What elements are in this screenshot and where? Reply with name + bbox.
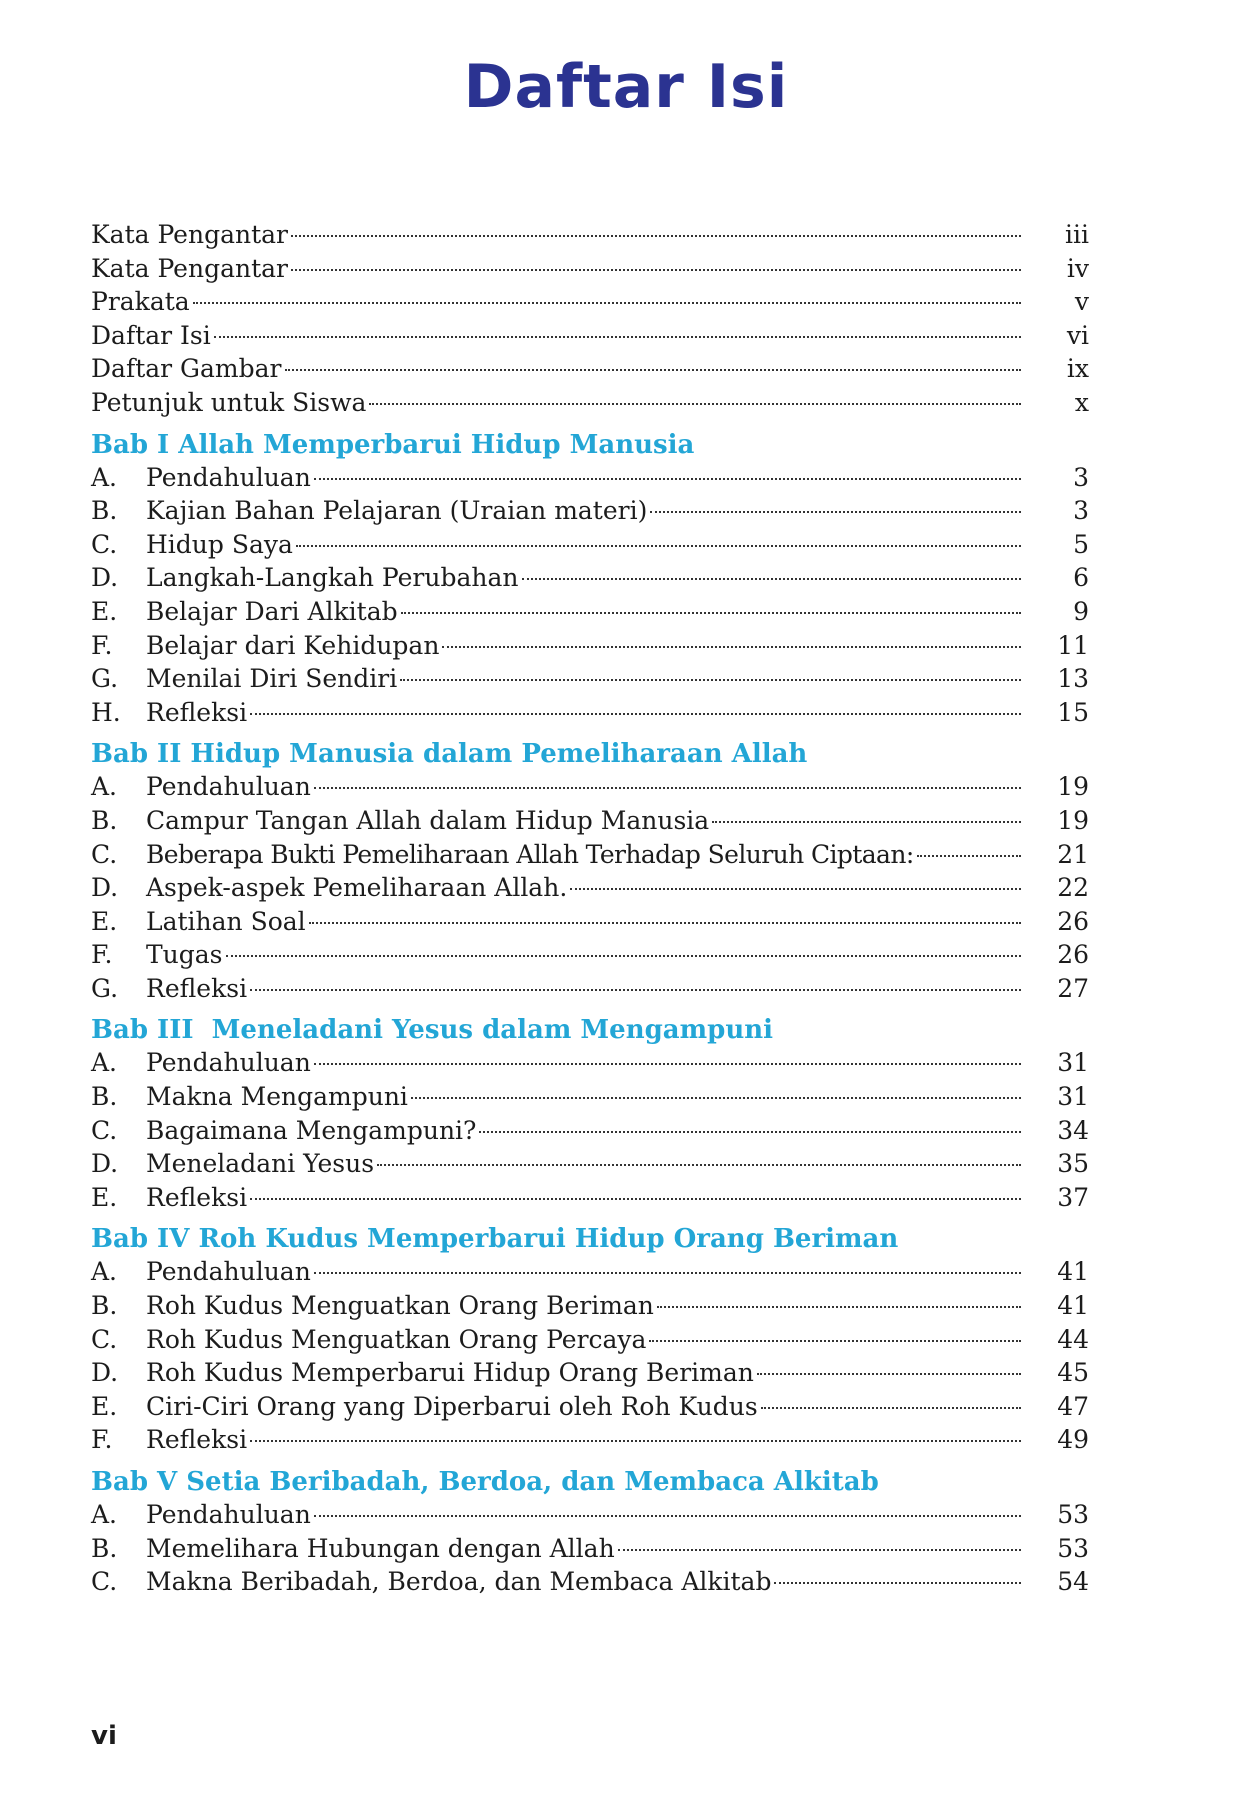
dot-leader [314,787,1021,789]
chapter-section [91,1224,1089,1457]
toc-entry-page: 44 [1057,1324,1089,1354]
chapter-heading[interactable]: Bab IV Roh Kudus Memperbarui Hidup Orang Beriman [91,1224,899,1255]
chapter-section [91,1467,1089,1599]
dot-leader [291,235,1021,237]
chapter-heading[interactable]: Bab V Setia Beribadah, Berdoa, dan Membaca Alkitab [91,1467,879,1497]
toc-entry-letter: E. [91,1182,118,1212]
dot-leader [296,545,1021,547]
toc-entry-letter: E. [91,1391,118,1421]
dot-leader [369,403,1021,405]
toc-entry-label: Bagaimana Mengampuni? [146,1115,477,1145]
toc-entry-letter: E. [91,596,118,626]
toc-entry-page: 6 [1073,563,1089,593]
toc-entry-page: 3 [1073,496,1089,526]
dot-leader [250,1440,1021,1442]
toc-entry-letter: C. [91,1115,118,1145]
toc-entry[interactable] [91,595,1089,629]
dot-leader [250,989,1021,991]
toc-entry-letter: D. [91,563,119,593]
toc-entry-page: 41 [1057,1291,1089,1321]
toc-entry-page: 21 [1057,839,1089,869]
front-matter-list [91,218,1089,420]
toc-entry-page: 11 [1057,630,1089,660]
toc-entry-page: 35 [1057,1149,1089,1179]
toc-entry[interactable] [91,1046,1089,1080]
toc-entry[interactable] [91,319,1089,353]
dot-leader [570,888,1021,890]
chapter-heading[interactable]: Bab II Hidup Manusia dalam Pemeliharaan Allah [91,739,808,770]
toc-entry-label: Campur Tangan Allah dalam Hidup Manusia [146,805,710,835]
page-number: vi [91,1721,117,1751]
toc-entry-page: 37 [1057,1182,1089,1212]
toc-entry-label: Belajar dari Kehidupan [146,630,440,660]
toc-entry[interactable] [91,1181,1089,1215]
toc-entry-label: Pendahuluan [146,1048,311,1078]
toc-entry[interactable] [91,770,1089,804]
toc-entry-letter: A. [91,462,118,492]
toc-entry-label: Roh Kudus Memperbarui Hidup Orang Beriman [146,1358,754,1388]
toc-entry-letter: F. [91,940,113,970]
toc-entry-label: Refleksi [146,973,248,1003]
toc-entry-label: Pendahuluan [146,1500,311,1529]
toc-entry[interactable] [91,1080,1089,1114]
toc-entry-page: 41 [1057,1257,1089,1287]
toc-entry-letter: F. [91,1425,113,1455]
toc-entry-label: Daftar Isi [91,320,211,350]
toc-entry-page: vi [1066,320,1089,350]
toc-entry[interactable] [91,386,1089,420]
toc-entry-label: Ciri-Ciri Orang yang Diperbarui oleh Roh Kudus [146,1391,758,1421]
toc-entry-page: 19 [1057,772,1089,802]
toc-entry-letter: G. [91,973,119,1003]
toc-entry[interactable] [91,1255,1089,1289]
toc-entry[interactable] [91,352,1089,386]
toc-entry-letter: C. [91,1567,118,1597]
toc-entry[interactable] [91,1147,1089,1181]
dot-leader [401,612,1021,614]
dot-leader [522,578,1022,580]
toc-entry-label: Prakata [91,287,190,317]
toc-entry-label: Pendahuluan [146,462,311,492]
dot-leader [314,1272,1021,1274]
toc-entry-page: 3 [1073,462,1089,492]
toc-entry-label: Makna Beribadah, Berdoa, dan Membaca Alkitab [146,1567,772,1597]
toc-entry-label: Pendahuluan [146,1257,311,1287]
toc-entry-label: Petunjuk untuk Siswa [91,387,367,417]
toc-entry-letter: C. [91,839,118,869]
toc-entry-page: 31 [1057,1048,1089,1078]
dot-leader [314,1063,1021,1065]
toc-entry-page: 15 [1057,697,1089,727]
toc-entry[interactable] [91,1498,1089,1532]
toc-entry-page: 27 [1057,973,1089,1003]
toc-entry-letter: D. [91,1358,119,1388]
dot-leader [442,646,1021,648]
toc-entry-label: Refleksi [146,1182,248,1212]
toc-entry-label: Roh Kudus Menguatkan Orang Percaya [146,1324,647,1354]
toc-entry[interactable] [91,1323,1089,1357]
toc-entry[interactable] [91,696,1089,730]
chapter-heading[interactable]: Bab I Allah Memperbarui Hidup Manusia [91,429,695,460]
chapter-section [91,1015,1089,1214]
dot-leader [314,478,1021,480]
toc-entry[interactable] [91,662,1089,696]
toc-entry-label: Pendahuluan [146,772,311,802]
toc-entry-letter: H. [91,697,121,727]
toc-entry-label: Meneladani Yesus [146,1149,375,1179]
dot-leader [193,302,1021,304]
dot-leader [657,1306,1021,1308]
toc-entry-page: iv [1066,253,1089,283]
toc-entry-page: 54 [1057,1567,1089,1597]
toc-entry-letter: F. [91,630,113,660]
toc-entry[interactable] [91,1289,1089,1323]
dot-leader [377,1164,1021,1166]
toc-entry[interactable] [91,252,1089,286]
toc-entry-letter: D. [91,1149,119,1179]
toc-entry[interactable] [91,494,1089,528]
chapter-heading[interactable]: Bab III Meneladani Yesus dalam Mengampuni [91,1015,774,1046]
dot-leader [285,369,1022,371]
toc-entry-page: 22 [1057,873,1089,903]
toc-entry-letter: E. [91,906,118,936]
toc-entry[interactable] [91,1423,1089,1457]
toc-entry[interactable] [91,804,1089,838]
toc-entry-page: 45 [1057,1358,1089,1388]
toc-entry[interactable] [91,1356,1089,1390]
dot-leader [917,855,1021,857]
toc-entry-label: Beberapa Bukti Pemeliharaan Allah Terhadap Seluruh Ciptaan: [146,839,914,869]
toc-entry-page: 9 [1073,596,1089,626]
dot-leader [757,1373,1021,1375]
toc-entry-label: Belajar Dari Alkitab [146,596,398,626]
toc-entry[interactable] [91,1114,1089,1148]
toc-entry-letter: D. [91,873,119,903]
toc-entry-letter: C. [91,529,118,559]
toc-entry[interactable] [91,871,1089,905]
toc-entry-label: Kata Pengantar [91,220,288,249]
toc-entry-letter: A. [91,772,118,802]
toc-entry-letter: B. [91,1533,118,1563]
toc-entry-label: Refleksi [146,1425,248,1455]
dot-leader [774,1582,1021,1584]
toc-entry-label: Makna Mengampuni [146,1082,408,1112]
dot-leader [411,1097,1021,1099]
toc-entry-letter: B. [91,1082,118,1112]
toc-entry-letter: C. [91,1324,118,1354]
dot-leader [618,1549,1021,1551]
toc-entry-page: ix [1066,354,1089,384]
toc-entry[interactable] [91,905,1089,939]
toc-entry-page: 13 [1057,664,1089,694]
toc-entry-page: 49 [1057,1425,1089,1455]
toc-entry-label: Kata Pengantar [91,253,288,283]
dot-leader [250,713,1021,715]
dot-leader [479,1131,1021,1133]
toc-entry[interactable] [91,838,1089,872]
toc-entry-letter: B. [91,1291,118,1321]
toc-entry-label: Langkah-Langkah Perubahan [146,563,519,593]
toc-entry[interactable] [91,1390,1089,1424]
dot-leader [314,1515,1021,1517]
toc-entry-letter: A. [91,1048,118,1078]
toc-entry[interactable] [91,938,1089,972]
chapter-section [91,430,1089,730]
toc-entry-label: Memelihara Hubungan dengan Allah [146,1533,615,1563]
toc-entry-label: Kajian Bahan Pelajaran (Uraian materi) [146,496,648,526]
dot-leader [291,269,1021,271]
toc-entry-page: 26 [1057,906,1089,936]
dot-leader [309,922,1021,924]
toc-entry-page: v [1074,287,1089,317]
page-title: Daftar Isi [463,52,789,122]
toc-entry-page: x [1074,387,1089,417]
toc-entry-letter: A. [91,1257,118,1287]
toc-entry-label: Tugas [146,940,223,970]
toc-entry[interactable] [91,218,1089,252]
toc-entry-label: Menilai Diri Sendiri [146,664,398,694]
toc-entry-page: 5 [1073,529,1089,559]
toc-entry-page: 26 [1057,940,1089,970]
toc-entry[interactable] [91,461,1089,495]
toc-entry-letter: G. [91,664,119,694]
dot-leader [214,336,1021,338]
dot-leader [250,1198,1021,1200]
toc-entry-letter: B. [91,496,118,526]
toc-entry-page: 31 [1057,1082,1089,1112]
dot-leader [761,1407,1021,1409]
toc-entry-page: 47 [1057,1391,1089,1421]
toc-entry[interactable] [91,972,1089,1006]
toc-entry-page: 53 [1057,1533,1089,1563]
toc-entry-page: 19 [1057,805,1089,835]
toc-entry-letter: A. [91,1500,118,1529]
toc-entry[interactable] [91,1532,1089,1566]
dot-leader [649,1340,1021,1342]
toc-entry-label: Hidup Saya [146,529,293,559]
toc-entry[interactable] [91,528,1089,562]
toc-entry[interactable] [91,561,1089,595]
toc-entry-letter: B. [91,805,118,835]
toc-entry-label: Roh Kudus Menguatkan Orang Beriman [146,1291,654,1321]
toc-entry[interactable] [91,285,1089,319]
table-of-contents [91,218,1089,1599]
toc-entry-label: Daftar Gambar [91,354,282,384]
toc-entry-page: 34 [1057,1115,1089,1145]
dot-leader [712,821,1021,823]
toc-entry[interactable] [91,629,1089,663]
dot-leader [650,511,1021,513]
toc-entry-label: Refleksi [146,697,248,727]
dot-leader [226,955,1021,957]
toc-entry-page: 53 [1057,1500,1089,1529]
toc-entry-page: iii [1065,220,1089,249]
toc-entry-label: Latihan Soal [146,906,306,936]
chapter-section [91,739,1089,1005]
toc-entry-label: Aspek-aspek Pemeliharaan Allah. [146,873,568,903]
dot-leader [400,679,1021,681]
toc-entry[interactable] [91,1565,1089,1599]
